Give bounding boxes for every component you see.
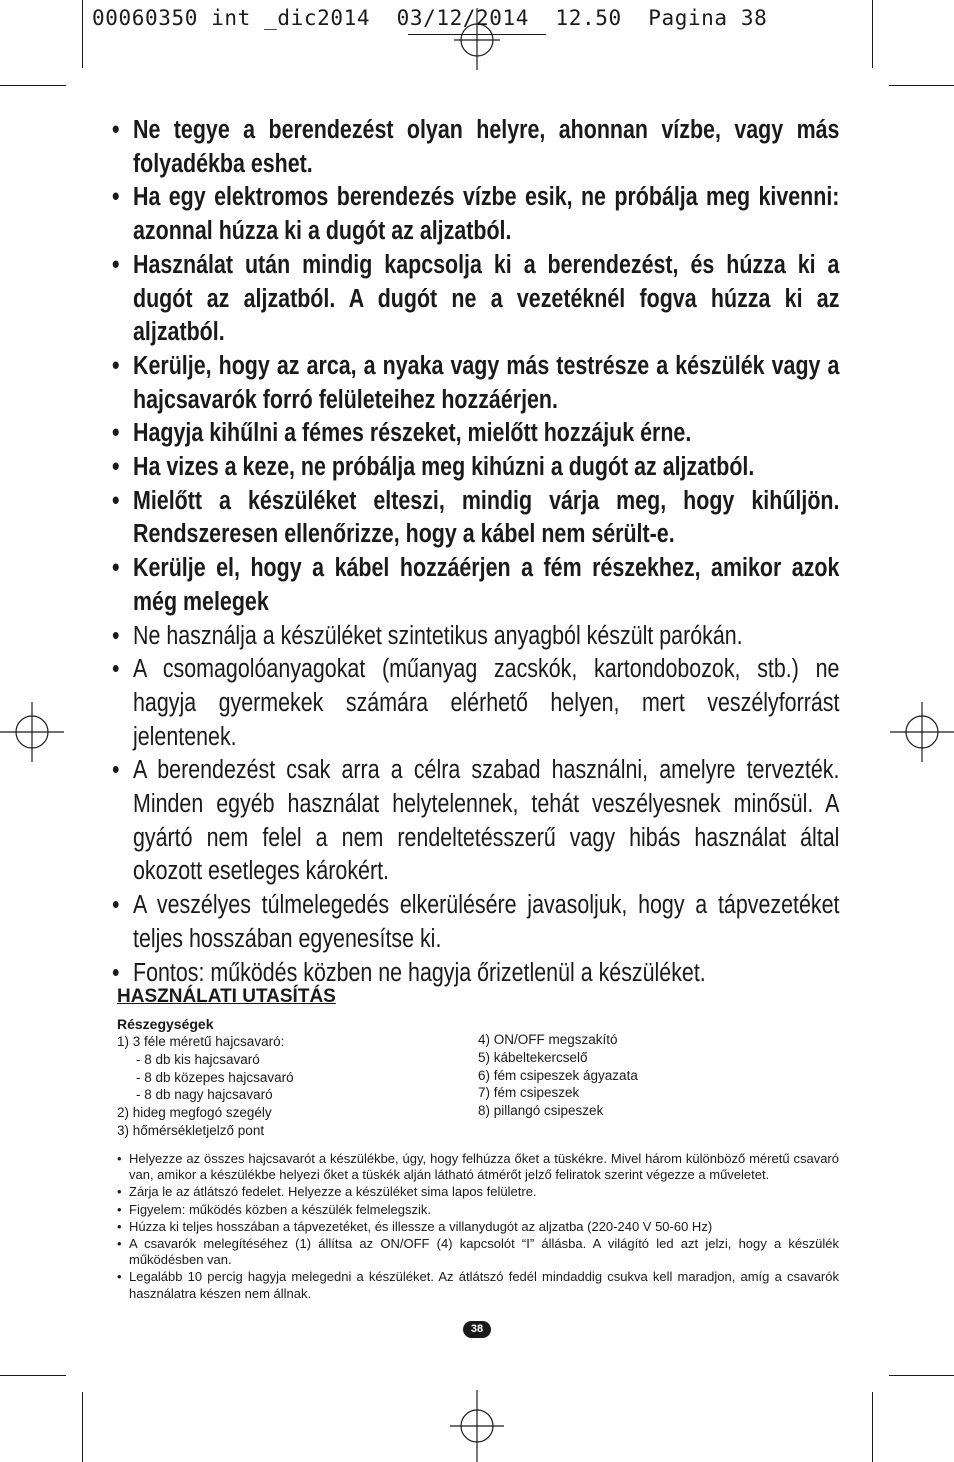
bullet-icon: • <box>112 351 120 380</box>
warning-text: A csomagolóanyagokat (műanyag zacskók, kartondobozok, stb.) ne hagyja gyermekek számára elérhető helyen, mert veszélyforrást jelentenek. <box>133 655 840 751</box>
warning-item <box>112 889 839 956</box>
warning-item <box>112 653 839 754</box>
warning-text: Ha vizes a keze, ne próbálja meg kihúzni a dugót az aljzatból. <box>133 453 755 482</box>
bullet-icon: • <box>112 183 120 212</box>
instruction-list <box>117 1151 839 1303</box>
instruction-item <box>117 1236 839 1268</box>
parts-item: 2) hideg megfogó szegély <box>117 1105 272 1121</box>
crop-mark <box>872 0 873 68</box>
warning-text: Mielőtt a készüléket elteszi, mindig várja meg, hogy kihűljön. Rendszeresen ellenőrizze, hogy a kábel nem sérült-e. <box>133 486 840 549</box>
instruction-text: Legalább 10 percig hagyja melegedni a készüléket. Az átlátszó fedél mindaddig csukva kell maradjon, amíg a csavarók használatra készen nem állnak. <box>129 1269 839 1301</box>
section-title: HASZNÁLATI UTASÍTÁS <box>117 986 336 1007</box>
warning-item <box>112 417 839 451</box>
warning-text: Fontos: működés közben ne hagyja őrizetlenül a készüléket. <box>133 958 706 987</box>
instruction-item <box>117 1151 839 1183</box>
warning-text: Használat után mindig kapcsolja ki a berendezést, és húzza ki a dugót az aljzatból. A dugót ne a vezetéknél fogva húzza ki az aljzatból. <box>133 250 840 347</box>
bullet-icon: • <box>112 621 120 650</box>
warning-item <box>112 754 839 889</box>
parts-item: 1) 3 féle méretű hajcsavaró: <box>117 1034 285 1049</box>
parts-item: 4) ON/OFF megszakító <box>478 1032 618 1047</box>
parts-item: 6) fém csipeszek ágyazata <box>478 1067 638 1083</box>
instruction-text: Zárja le az átlátszó fedelet. Helyezze a készüléket sima lapos felületre. <box>129 1184 537 1200</box>
parts-item: 8) pillangó csipeszek <box>478 1103 604 1119</box>
parts-title: Részegységek <box>117 1016 214 1032</box>
crop-mark <box>889 85 954 86</box>
bullet-icon: • <box>117 1184 122 1200</box>
warning-text: Kerülje el, hogy a kábel hozzáérjen a fém részekhez, amikor azok még melegek <box>133 554 840 616</box>
registration-mark-icon <box>0 702 64 762</box>
bullet-icon: • <box>112 116 120 144</box>
instruction-text: Figyelem: működés közben a készülék felmelegszik. <box>129 1201 432 1217</box>
bullet-icon: • <box>117 1201 122 1217</box>
warning-list <box>112 114 840 990</box>
instruction-text: A csavarók melegítéséhez (1) állítsa az ON/OFF (4) kapcsolót “I” állásba. A világító led azt jelzi, hogy a készülék működésben van. <box>129 1236 839 1268</box>
header-rule <box>408 34 546 35</box>
bullet-icon: • <box>117 1151 122 1166</box>
bullet-icon: • <box>112 419 120 448</box>
crop-mark <box>82 1392 83 1462</box>
warning-item <box>112 451 839 485</box>
bullet-icon: • <box>117 1269 122 1285</box>
crop-mark <box>872 1392 873 1462</box>
parts-subitem: - 8 db nagy hajcsavaró <box>136 1087 273 1103</box>
warning-text: Ne tegye a berendezést olyan helyre, ahonnan vízbe, vagy más folyadékba eshet. <box>133 116 840 178</box>
registration-mark-icon <box>450 1390 504 1462</box>
instruction-item <box>117 1219 839 1235</box>
bullet-icon: • <box>112 554 120 583</box>
parts-subitem: - 8 db kis hajcsavaró <box>136 1051 260 1067</box>
bullet-icon: • <box>112 958 120 987</box>
crop-mark <box>0 1375 66 1376</box>
page-number-badge: 38 <box>463 1321 491 1338</box>
bullet-icon: • <box>112 756 120 785</box>
warning-text: A veszélyes túlmelegedés elkerülésére javasoljuk, hogy a tápvezetéket teljes hosszában egyenesítse ki. <box>133 891 840 953</box>
parts-list-right <box>478 1031 778 1120</box>
warning-item <box>112 181 839 248</box>
crop-mark <box>0 85 66 86</box>
instruction-text: Helyezze az összes hajcsavarót a készülékbe, úgy, hogy felhúzza őket a tüskékre. Mivel három különböző méretű csavaró van, amikor a készülékbe helyezi őket a tüskék alján látható átmérőt jelző feliratok szerint végezze a műveletet. <box>129 1151 839 1183</box>
warning-text: Ne használja a készüléket szintetikus anyagból készült parókán. <box>133 621 743 650</box>
bullet-icon: • <box>112 250 120 279</box>
instruction-item <box>117 1269 839 1301</box>
warning-item <box>112 350 839 417</box>
warning-item <box>112 249 839 350</box>
crop-mark <box>82 0 83 68</box>
instruction-item <box>117 1184 839 1200</box>
warning-text: Ha egy elektromos berendezés vízbe esik, ne próbálja meg kivenni: azonnal húzza ki a dugót az aljzatból. <box>133 183 840 246</box>
instruction-text: Húzza ki teljes hosszában a tápvezetéket, és illessze a villanydugót az aljzatba (220-240 V 50-60 Hz) <box>129 1218 713 1234</box>
parts-list-left <box>117 1033 447 1140</box>
print-header: 00060350 int _dic2014 03/12/2014 12.50 Pagina 38 <box>92 6 768 30</box>
instruction-item <box>117 1202 839 1218</box>
warning-item <box>112 620 839 654</box>
warning-text: Kerülje, hogy az arca, a nyaka vagy más testrésze a készülék vagy a hajcsavarók forró felületeihez hozzáérjen. <box>133 351 840 414</box>
bullet-icon: • <box>117 1218 122 1234</box>
warning-item <box>112 114 839 181</box>
bullet-icon: • <box>112 655 120 684</box>
warning-item <box>112 552 839 619</box>
parts-item: 5) kábeltekercselő <box>478 1049 588 1065</box>
bullet-icon: • <box>112 891 120 920</box>
bullet-icon: • <box>117 1236 122 1252</box>
parts-subitem: - 8 db közepes hajcsavaró <box>136 1069 294 1085</box>
warning-item <box>112 485 839 552</box>
warning-text: Hagyja kihűlni a fémes részeket, mielőtt hozzájuk érne. <box>133 419 692 448</box>
bullet-icon: • <box>112 486 120 515</box>
parts-item: 3) hőmérsékletjelző pont <box>117 1122 265 1138</box>
warning-text: A berendezést csak arra a célra szabad használni, amelyre tervezték. Minden egyéb használat helytelennek, tehát veszélyesnek minősül. A gyártó nem felel a nem rendeltetésszerű vagy hibás használat által okozott esetleges károkért. <box>133 756 840 886</box>
crop-mark <box>889 1375 954 1376</box>
bullet-icon: • <box>112 453 120 482</box>
parts-item: 7) fém csipeszek <box>478 1085 580 1101</box>
registration-mark-icon <box>890 702 954 762</box>
